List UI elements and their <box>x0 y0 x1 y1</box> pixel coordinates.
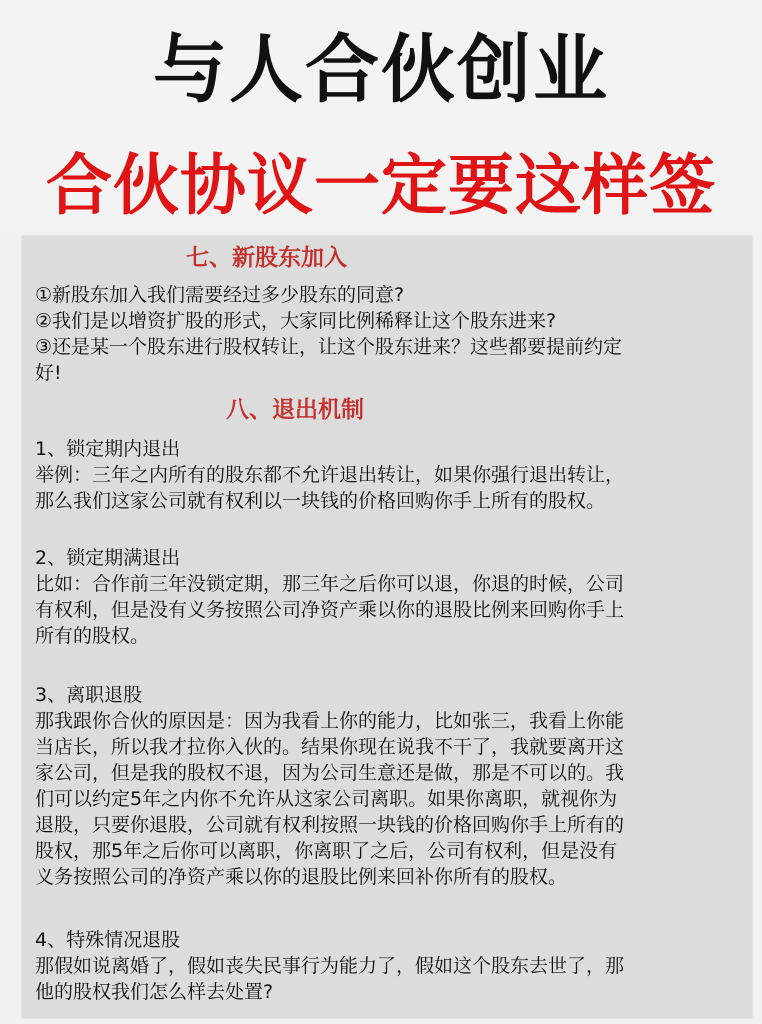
section-7-line: 好! <box>35 362 62 384</box>
exit-item-line: 当店长，所以我才拉你入伙的。结果你现在说我不干了，我就要离开这 <box>35 736 625 758</box>
exit-item-title: 1、锁定期内退出 <box>35 438 181 460</box>
exit-item-3 <box>35 682 735 890</box>
sub-title: 合伙协议一定要这样签 <box>46 147 716 224</box>
exit-item-line: 股权，那5年之后你可以离职，你离职了之后，公司有权利，但是没有 <box>35 840 618 862</box>
exit-item-title: 3、离职退股 <box>35 684 143 706</box>
exit-item-line: 家公司，但是我的股权不退，因为公司生意还是做，那是不可以的。我 <box>35 762 625 784</box>
exit-item-4 <box>35 927 735 1005</box>
section-7-body <box>35 282 735 386</box>
exit-item-2 <box>35 545 735 649</box>
exit-item-line: 那假如说离婚了，假如丧失民事行为能力了，假如这个股东去世了，那 <box>35 955 625 977</box>
exit-item-line: 那么我们这家公司就有权利以一块钱的价格回购你手上所有的股权。 <box>35 490 606 512</box>
exit-item-line: 退股，只要你退股，公司就有权利按照一块钱的价格回购你手上所有的 <box>35 814 625 836</box>
exit-item-line: 义务按照公司的净资产乘以你的退股比例来回补你所有的股权。 <box>35 866 568 888</box>
exit-item-line: 所有的股权。 <box>35 625 150 647</box>
section-7-heading: 七、新股东加入 <box>186 245 347 271</box>
exit-item-line: 他的股权我们怎么样去处置? <box>35 981 274 1003</box>
exit-item-line: 举例：三年之内所有的股东都不允许退出转让，如果你强行退出转让， <box>35 464 625 486</box>
exit-item-line: 那我跟你合伙的原因是：因为我看上你的能力，比如张三，我看上你能 <box>35 710 625 732</box>
section-7-line: ①新股东加入我们需要经过多少股东的同意? <box>35 284 405 306</box>
exit-item-line: 比如：合作前三年没锁定期，那三年之后你可以退，你退的时候，公司 <box>35 573 625 595</box>
section-7-line: ②我们是以增资扩股的形式，大家同比例稀释让这个股东进来? <box>35 310 557 332</box>
title-banner <box>0 0 762 232</box>
exit-item-title: 4、特殊情况退股 <box>35 929 181 951</box>
exit-item-title: 2、锁定期满退出 <box>35 547 181 569</box>
main-title: 与人合伙创业 <box>153 27 609 113</box>
section-7-line: ③还是某一个股东进行股权转让，让这个股东进来？这些都要提前约定 <box>35 336 623 358</box>
exit-item-line: 有权利，但是没有义务按照公司净资产乘以你的退股比例来回购你手上 <box>35 599 625 621</box>
exit-item-1 <box>35 436 735 514</box>
exit-item-line: 们可以约定5年之内你不允许从这家公司离职。如果你离职，就视你为 <box>35 788 618 810</box>
section-8-heading: 八、退出机制 <box>226 397 364 423</box>
